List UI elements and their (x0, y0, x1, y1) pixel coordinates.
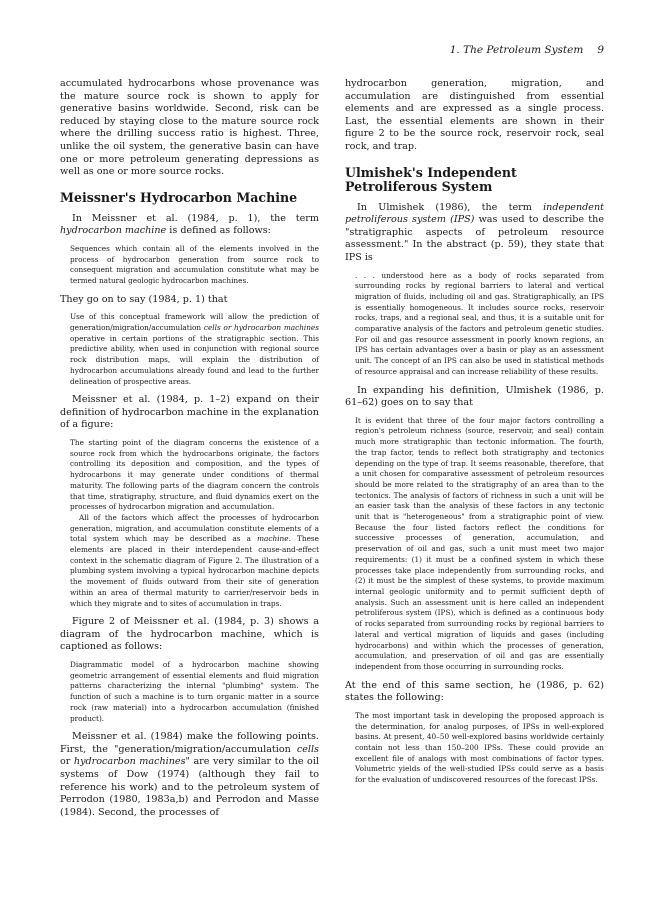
block-quote: Diagrammatic model of a hydrocarbon machine showing geometric arrangement of essential elements and fluid migration patterns characterizing the internal "plumbing" system. The function of such a machine is to turn organic matter in a source rock (raw material) into a hydrocarbon accumulation (finished product). (70, 660, 319, 723)
paragraph: hydrocarbon generation, migration, and accumulation are distinguished from essential elements and are expressed as a single process. Last, the essential elements are shown in their figure 2 to be the source rock, reservoir rock, seal rock, and trap. (345, 78, 604, 152)
paragraph: Meissner et al. (1984) make the following points. First, the "generation/migration/accumulation cells or hydrocarbon machines" are very similar to the oil systems of Dow (1974) (although they fail to reference his work) and to the petroleum system of Perrodon (1980, 1983a,b) and Perrodon and Masse (1984). Second, the processes of (60, 731, 319, 818)
paragraph: In expanding his definition, Ulmishek (1986, p. 61–62) goes on to say that (345, 384, 604, 409)
right-column (345, 78, 604, 793)
chapter-title: 1. The Petroleum System (449, 44, 584, 56)
section-heading-ulmishek: Ulmishek's Independent Petroliferous System (345, 164, 517, 194)
block-quote: Sequences which contain all of the elements involved in the process of hydrocarbon generation from source rock to consequent migration and accumulation constitute what may be termed natural geologic hydrocarbon machines. (70, 243, 319, 286)
paragraph: Figure 2 of Meissner et al. (1984, p. 3) shows a diagram of the hydrocarbon machine, which is captioned as follows: (60, 616, 319, 653)
running-head (450, 44, 604, 56)
paragraph: Meissner et al. (1984, p. 1–2) expand on their definition of hydrocarbon machine in the explanation of a figure: (60, 394, 319, 431)
paragraph: At the end of this same section, he (1986, p. 62) states the following: (345, 679, 604, 704)
page-number: 9 (597, 44, 604, 56)
paragraph: In Ulmishek (1986), the term independent petroliferous system (IPS) was used to describe the "stratigraphic aspects of petroleum resource assessment." In the abstract (p. 59), they state that IPS is (345, 201, 604, 263)
block-quote: Use of this conceptual framework will allow the prediction of generation/migration/accumulation cells or hydrocarbon machines operative in certain portions of the stratigraphic section. This predictive ability, when used in conjunction with regional source rock distribution maps, will explain the distribution of hydrocarbon accumulations already found and lead to the further delineation of prospective areas. (70, 312, 320, 386)
paragraph: accumulated hydrocarbons whose provenance was the mature source rock is shown to apply for generative basins worldwide. Second, risk can be reduced by staying close to the mature source rock where the drilling success ratio is highest. Three, unlike the oil system, the generative basin can have one or more petroleum generating depressions as well as one or more source rocks. (60, 78, 319, 178)
section-heading-meissner: Meissner's Hydrocarbon Machine (60, 189, 298, 205)
block-quote: The starting point of the diagram concerns the existence of a source rock from which the hydrocarbons originate, the factors controlling its deposition and composition, and the types of hydrocarbons it may generate under conditions of thermal maturity. The following parts of the diagram concern the controls that time, stratigraphy, structure, and fluid dynamics exert on the processes of hydrocarbon migration and accumulation. All of the factors which affect the processes of hydrocarbon generation, migration, and accumulation constitute elements of a total system which may be described as a machine. These elements are placed in their interdependent cause-and-effect context in the schematic diagram of Figure 2. The illustration of a plumbing system involving a typical hydrocarbon machine depicts the movement of fluids outward from their site of generation within an area of thermal maturity to carrier/reservoir beds in which they migrate and to sites of accumulation in traps. (70, 438, 319, 608)
block-quote: . . . understood here as a body of rocks separated from surrounding rocks by regional barriers to lateral and vertical migration of fluids, including oil and gas. Stratigraphically, an IPS is essentially homogeneous. It includes source rocks, reservoir rocks, traps, and a regional seal, and thus, it is a suitable unit for comparative analysis of the factors and petroleum genetic studies. For oil and gas resource assessment in poorly known regions, an IPS has certain advantages over a basin or play as an assessment unit. The concept of an IPS can also be used in statistical methods of resource appraisal and can increase reliability of these results. (355, 270, 604, 376)
block-quote: It is evident that three of the four major factors controlling a region's petroleum richness (source, reservoir, and seal) contain much more stratigraphic than tectonic information. The fourth, the trap factor, tends to reflect both stratigraphy and tectonics depending on the type of trap. It seems reasonable, therefore, that a unit chosen for comparative assessment of petroleum resources should be more related to the stratigraphy of an area than to the tectonics. The analysis of factors of richness in such a unit will be an easier task than the analysis of these factors in any tectonic unit that is "heterogeneous" from a stratigraphic point of view. Because the four listed factors reflect the conditions for successive processes of generation, accumulation, and preservation of oil and gas, such a unit must meet two major requirements: (1) it must be a confined system in which these processes take place independently from surrounding rocks, and (2) it must be the simplest of these systems, to provide maximum internal geologic uniformity and to permit sufficient depth of analysis. Such an assessment unit is here called an independent petroliferous system (IPS), which is defined as a continuous body of rocks separated from surrounding rocks by regional barriers to lateral and vertical migration of liquids and gases (including hydrocarbons) and within which the processes of generation, accumulation, and preservation of oil and gas are essentially independent from those occurring in surrounding rocks. (355, 415, 604, 671)
block-quote: The most important task in developing the proposed approach is the determination, for analog purposes, of IPSs in well-explored basins. At present, 40–50 well-explored basins worldwide certainly contain not less than 150–200 IPSs. These could provide an excellent file of analogs with most combinations of factor types. Volumetric yields of the well-studied IPSs could serve as a basis for the evaluation of undiscovered resources of the forecast IPSs. (355, 710, 604, 785)
paragraph: In Meissner et al. (1984, p. 1), the term hydrocarbon machine is defined as follows: (60, 212, 319, 237)
left-column (60, 78, 319, 823)
paragraph: They go on to say (1984, p. 1) that (60, 293, 228, 305)
